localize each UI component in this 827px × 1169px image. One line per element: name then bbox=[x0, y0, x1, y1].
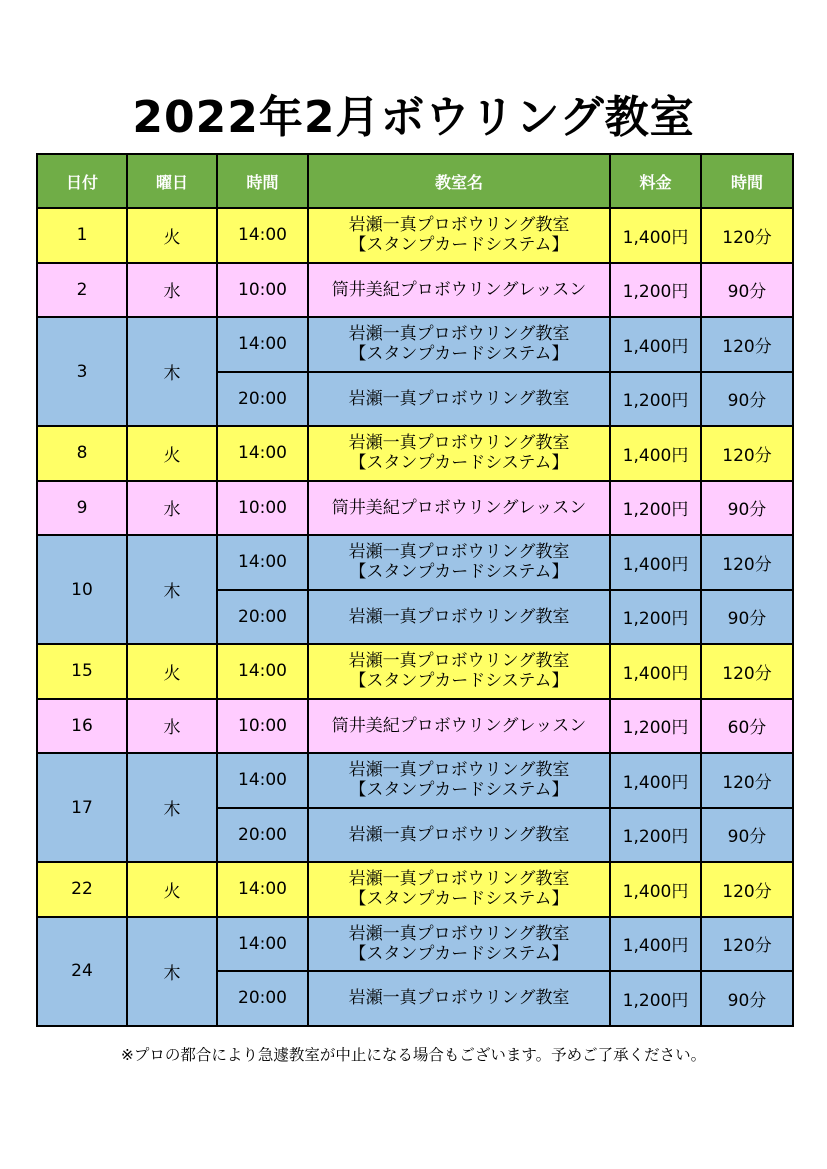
class-name-line: 岩瀬一真プロボウリング教室 bbox=[348, 988, 570, 1009]
time-cell: 14:00 bbox=[217, 317, 308, 372]
class-name-cell bbox=[308, 753, 610, 808]
table-row bbox=[37, 426, 793, 481]
fee-cell: 1,200円 bbox=[610, 372, 701, 427]
class-name-cell bbox=[308, 481, 610, 536]
duration-cell: 90分 bbox=[701, 590, 793, 645]
table-row bbox=[37, 699, 793, 754]
class-name-line: 【スタンプカードシステム】 bbox=[349, 943, 569, 964]
table-body bbox=[37, 208, 793, 1026]
header-time: 時間 bbox=[217, 154, 308, 208]
fee-cell: 1,400円 bbox=[610, 917, 701, 972]
fee-cell: 1,400円 bbox=[610, 317, 701, 372]
date-cell: 3 bbox=[37, 317, 127, 426]
date-cell: 9 bbox=[37, 481, 127, 536]
time-cell: 14:00 bbox=[217, 426, 308, 481]
header-class-name: 教室名 bbox=[308, 154, 610, 208]
fee-cell: 1,400円 bbox=[610, 644, 701, 699]
time-cell: 20:00 bbox=[217, 372, 308, 427]
fee-cell: 1,400円 bbox=[610, 426, 701, 481]
class-name-line: 岩瀬一真プロボウリング教室 bbox=[348, 869, 570, 890]
weekday-cell: 木 bbox=[127, 317, 217, 426]
duration-cell: 120分 bbox=[701, 753, 793, 808]
date-cell: 1 bbox=[37, 208, 127, 263]
weekday-cell: 水 bbox=[127, 699, 217, 754]
class-name-line: 岩瀬一真プロボウリング教室 bbox=[348, 760, 570, 781]
weekday-cell: 火 bbox=[127, 644, 217, 699]
fee-cell: 1,200円 bbox=[610, 481, 701, 536]
time-cell: 10:00 bbox=[217, 263, 308, 318]
duration-cell: 90分 bbox=[701, 263, 793, 318]
table-row bbox=[37, 263, 793, 318]
class-name-line: 岩瀬一真プロボウリング教室 bbox=[348, 388, 570, 409]
fee-cell: 1,200円 bbox=[610, 699, 701, 754]
schedule-table bbox=[36, 153, 794, 1027]
footer-note: ※プロの都合により急遽教室が中止になる場合もございます。予めご了承ください。 bbox=[120, 1046, 707, 1064]
time-cell: 14:00 bbox=[217, 535, 308, 590]
duration-cell: 120分 bbox=[701, 644, 793, 699]
class-name-cell bbox=[308, 590, 610, 645]
page-title: 2022年2月ボウリング教室 bbox=[132, 92, 695, 143]
class-name-cell bbox=[308, 699, 610, 754]
class-name-line: 【スタンプカードシステム】 bbox=[349, 344, 569, 365]
weekday-cell: 水 bbox=[127, 481, 217, 536]
class-name-cell bbox=[308, 372, 610, 427]
table-header-row bbox=[37, 154, 793, 208]
class-name-line: 筒井美紀プロボウリングレッスン bbox=[331, 279, 587, 300]
weekday-cell: 木 bbox=[127, 917, 217, 1026]
class-name-line: 岩瀬一真プロボウリング教室 bbox=[348, 923, 570, 944]
date-cell: 16 bbox=[37, 699, 127, 754]
weekday-cell: 水 bbox=[127, 263, 217, 318]
class-name-cell bbox=[308, 535, 610, 590]
class-name-line: 岩瀬一真プロボウリング教室 bbox=[348, 824, 570, 845]
class-name-cell bbox=[308, 862, 610, 917]
weekday-cell: 火 bbox=[127, 426, 217, 481]
duration-cell: 120分 bbox=[701, 208, 793, 263]
weekday-cell: 木 bbox=[127, 753, 217, 862]
class-name-cell bbox=[308, 263, 610, 318]
time-cell: 10:00 bbox=[217, 699, 308, 754]
class-name-line: 岩瀬一真プロボウリング教室 bbox=[348, 542, 570, 563]
fee-cell: 1,200円 bbox=[610, 808, 701, 863]
time-cell: 14:00 bbox=[217, 917, 308, 972]
class-name-cell bbox=[308, 426, 610, 481]
fee-cell: 1,400円 bbox=[610, 208, 701, 263]
date-cell: 22 bbox=[37, 862, 127, 917]
class-name-line: 岩瀬一真プロボウリング教室 bbox=[348, 651, 570, 672]
duration-cell: 90分 bbox=[701, 808, 793, 863]
date-cell: 24 bbox=[37, 917, 127, 1026]
fee-cell: 1,400円 bbox=[610, 862, 701, 917]
duration-cell: 120分 bbox=[701, 317, 793, 372]
class-name-cell bbox=[308, 644, 610, 699]
class-name-cell bbox=[308, 317, 610, 372]
duration-cell: 90分 bbox=[701, 971, 793, 1026]
duration-cell: 120分 bbox=[701, 917, 793, 972]
class-name-line: 岩瀬一真プロボウリング教室 bbox=[348, 606, 570, 627]
duration-cell: 90分 bbox=[701, 481, 793, 536]
fee-cell: 1,400円 bbox=[610, 753, 701, 808]
class-name-line: 岩瀬一真プロボウリング教室 bbox=[348, 324, 570, 345]
date-cell: 15 bbox=[37, 644, 127, 699]
time-cell: 14:00 bbox=[217, 644, 308, 699]
class-name-line: 【スタンプカードシステム】 bbox=[349, 235, 569, 256]
class-name-line: 【スタンプカードシステム】 bbox=[349, 562, 569, 583]
class-name-cell bbox=[308, 808, 610, 863]
table-row bbox=[37, 862, 793, 917]
duration-cell: 120分 bbox=[701, 862, 793, 917]
class-name-line: 筒井美紀プロボウリングレッスン bbox=[331, 715, 587, 736]
fee-cell: 1,200円 bbox=[610, 590, 701, 645]
date-cell: 2 bbox=[37, 263, 127, 318]
class-name-line: 【スタンプカードシステム】 bbox=[349, 453, 569, 474]
date-cell: 8 bbox=[37, 426, 127, 481]
class-name-cell bbox=[308, 971, 610, 1026]
fee-cell: 1,400円 bbox=[610, 535, 701, 590]
duration-cell: 120分 bbox=[701, 535, 793, 590]
fee-cell: 1,200円 bbox=[610, 263, 701, 318]
duration-cell: 120分 bbox=[701, 426, 793, 481]
weekday-cell: 木 bbox=[127, 535, 217, 644]
weekday-cell: 火 bbox=[127, 208, 217, 263]
header-fee: 料金 bbox=[610, 154, 701, 208]
time-cell: 14:00 bbox=[217, 862, 308, 917]
time-cell: 14:00 bbox=[217, 753, 308, 808]
time-cell: 20:00 bbox=[217, 808, 308, 863]
class-name-line: 岩瀬一真プロボウリング教室 bbox=[348, 433, 570, 454]
table-row bbox=[37, 481, 793, 536]
time-cell: 20:00 bbox=[217, 971, 308, 1026]
date-cell: 10 bbox=[37, 535, 127, 644]
table-row bbox=[37, 753, 793, 808]
table-row bbox=[37, 208, 793, 263]
table-row bbox=[37, 317, 793, 372]
header-weekday: 曜日 bbox=[127, 154, 217, 208]
time-cell: 20:00 bbox=[217, 590, 308, 645]
header-duration: 時間 bbox=[701, 154, 793, 208]
time-cell: 10:00 bbox=[217, 481, 308, 536]
weekday-cell: 火 bbox=[127, 862, 217, 917]
table-row bbox=[37, 917, 793, 972]
duration-cell: 90分 bbox=[701, 372, 793, 427]
table-row bbox=[37, 644, 793, 699]
date-cell: 17 bbox=[37, 753, 127, 862]
duration-cell: 60分 bbox=[701, 699, 793, 754]
class-name-line: 【スタンプカードシステム】 bbox=[349, 780, 569, 801]
header-date: 日付 bbox=[37, 154, 127, 208]
class-name-line: 【スタンプカードシステム】 bbox=[349, 671, 569, 692]
class-name-cell bbox=[308, 208, 610, 263]
time-cell: 14:00 bbox=[217, 208, 308, 263]
table-row bbox=[37, 535, 793, 590]
class-name-line: 筒井美紀プロボウリングレッスン bbox=[331, 497, 587, 518]
class-name-line: 【スタンプカードシステム】 bbox=[349, 889, 569, 910]
class-name-cell bbox=[308, 917, 610, 972]
class-name-line: 岩瀬一真プロボウリング教室 bbox=[348, 215, 570, 236]
fee-cell: 1,200円 bbox=[610, 971, 701, 1026]
